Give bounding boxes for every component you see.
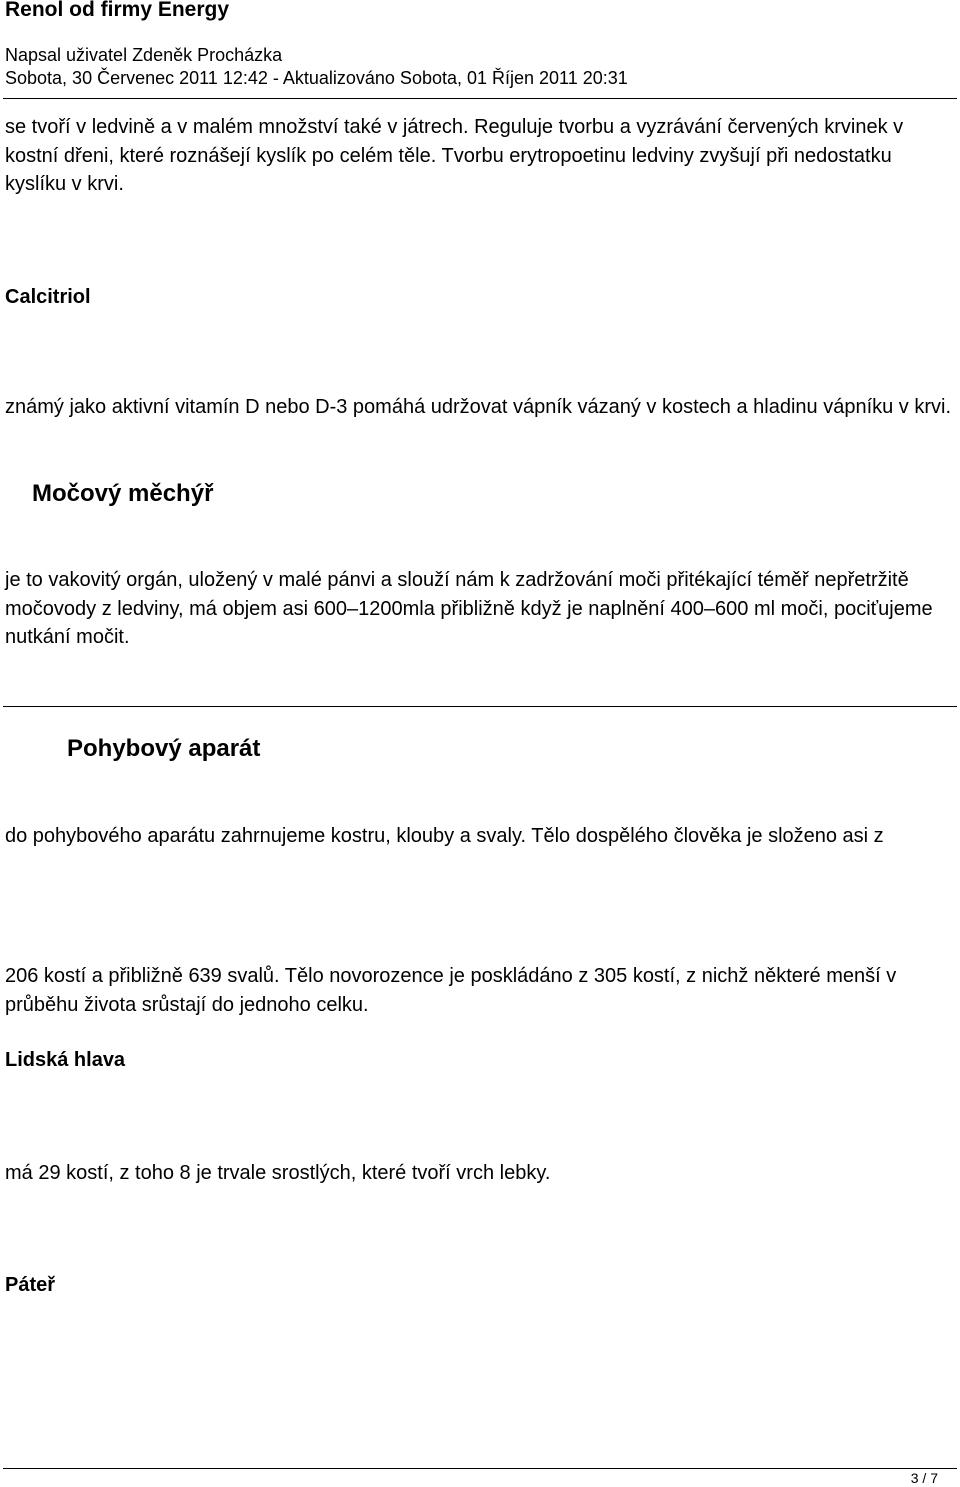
calcitriol-heading: Calcitriol [5,286,91,308]
pohybovy-aparat-paragraph-2: 206 kostí a přibližně 639 svalů. Tělo novorozence je poskládáno z 305 kostí, z nichž některé menší v průběhu života srůstají do jednoho celku. [5,965,897,1016]
article-title: Renol od firmy Energy [5,0,230,21]
date-line: Sobota, 30 Červenec 2011 12:42 - Aktualizováno Sobota, 01 Říjen 2011 20:31 [5,68,628,88]
page-number: 3 / 7 [910,1470,938,1486]
footer-divider [3,1468,957,1469]
pohybovy-aparat-heading: Pohybový aparát [67,735,261,762]
mocovy-mechyr-heading: Močový měchýř [32,480,214,507]
pohybovy-aparat-paragraph-1: do pohybového aparátu zahrnujeme kostru, klouby a svaly. Tělo dospělého člověka je složeno asi z [5,825,884,847]
header-divider [3,98,957,99]
section-divider [3,706,957,707]
intro-paragraph: se tvoří v ledvině a v malém množství také v játrech. Reguluje tvorbu a vyzrávání červených krvinek v kostní dřeni, které roznášejí kyslík po celém těle. Tvorbu erytropoetinu ledviny zvyšují při nedostatku kyslíku v krvi. [5,116,904,195]
pater-heading: Páteř [5,1274,56,1296]
calcitriol-paragraph: známý jako aktivní vitamín D nebo D-3 pomáhá udržovat vápník vázaný v kostech a hladinu vápníku v krvi. [5,396,952,418]
lidska-hlava-heading: Lidská hlava [5,1049,126,1071]
mocovy-mechyr-paragraph: je to vakovitý orgán, uložený v malé pánvi a slouží nám k zadržování moči přitékající téměř nepřetržitě močovody z ledviny, má objem asi 600–1200mla přibližně když je naplnění 400–600 ml moči, pociťujeme nutkání močit. [5,569,933,648]
author-line: Napsal uživatel Zdeněk Procházka [5,45,283,65]
lidska-hlava-paragraph: má 29 kostí, z toho 8 je trvale srostlých, které tvoří vrch lebky. [5,1162,551,1184]
